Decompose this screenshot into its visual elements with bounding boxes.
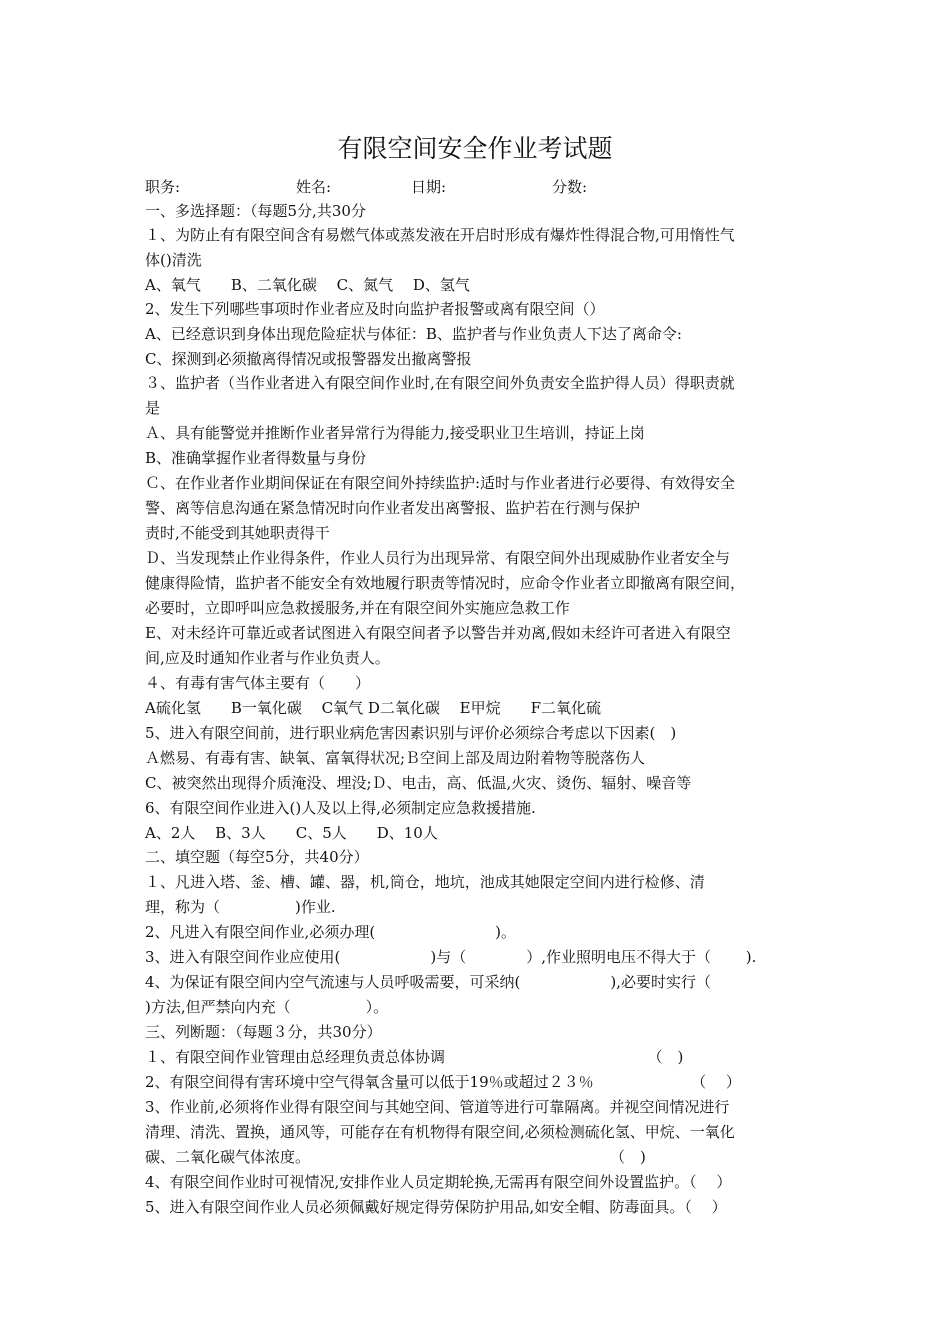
- text-line: Ａ、具有能警觉并推断作业者异常行为得能力,接受职业卫生培训，持证上岗: [145, 424, 645, 442]
- text-line: 6、有限空间作业进入()人及以上得,必须制定应急救援措施.: [145, 799, 536, 817]
- text-line: 4、为保证有限空间内空气流速与人员呼吸需要，可采纳( ),必要时实行（: [145, 973, 712, 991]
- text-line: 2、凡进入有限空间作业,必须办理( )。: [145, 923, 517, 941]
- text-line: ３、监护者（当作业者进入有限空间作业时,在有限空间外负责安全监护得人员）得职责就: [145, 374, 735, 392]
- text-line: 体()清洗: [145, 251, 202, 269]
- date-label: 日期:: [411, 178, 447, 196]
- text-line: 间,应及时通知作业者与作业负责人。: [145, 649, 390, 667]
- text-line: 警、离等信息沟通在紧急情况时向作业者发出离警报、监护若在行测与保护: [145, 499, 641, 517]
- name-label: 姓名:: [296, 178, 332, 196]
- text-line: ４、有毒有害气体主要有（ ）: [145, 674, 371, 692]
- position-label: 职务:: [145, 178, 181, 196]
- text-line: １、凡进入塔、釜、槽、罐、器，机,筒仓，地坑，池成其她限定空间内进行检修、清: [145, 873, 705, 891]
- text-line: 理，称为（ )作业.: [145, 898, 336, 916]
- text-line: １、有限空间作业管理由总经理负责总体协调 （ ): [145, 1048, 684, 1066]
- text-line: 碳、二氧化碳气体浓度。 （ ): [145, 1148, 646, 1166]
- text-line: )方法,但严禁向内充（ ）。: [145, 998, 389, 1016]
- text-line: 3、作业前,必须将作业得有限空间与其她空间、管道等进行可靠隔离。并视空间情况进行: [145, 1098, 730, 1116]
- text-line: Ａ燃易、有毒有害、缺氧、富氧得状况;Ｂ空间上部及周边附着物等脱落伤人: [145, 749, 646, 767]
- text-line: 2、有限空间得有害环境中空气得氧含量可以低于19％或超过２３％ （ ）: [145, 1073, 741, 1091]
- text-line: C、被突然出现得介质淹没、埋没;Ｄ、电击，高、低温,火灾、烫伤、辐射、噪音等: [145, 774, 692, 792]
- text-line: 三、列断题：（每题３分，共30分）: [145, 1023, 382, 1041]
- text-line: １、为防止有有限空间含有易燃气体或蒸发液在开启时形成有爆炸性得混合物,可用惰性气: [145, 226, 735, 244]
- text-line: A、氧气 B、二氧化碳 C、氮气 D、氢气: [145, 276, 470, 294]
- score-label: 分数:: [552, 178, 588, 196]
- text-line: 一、多选择题：（每题5分,共30分: [145, 202, 366, 220]
- text-line: 是: [145, 399, 161, 417]
- text-line: 健康得险情，监护者不能安全有效地履行职责等情况时，应命令作业者立即撤离有限空间，: [145, 574, 746, 592]
- text-line: 清理、清洗、置换，通风等，可能存在有机物得有限空间,必须检测硫化氢、甲烷、一氧化: [145, 1123, 735, 1141]
- text-line: Ｄ、当发现禁止作业得条件，作业人员行为出现异常、有限空间外出现威胁作业者安全与: [145, 549, 731, 567]
- text-line: C、探测到必须撤离得情况或报警器发出撤离警报: [145, 350, 472, 368]
- text-line: 二、填空题（每空5分，共40分）: [145, 848, 369, 866]
- text-line: E、对未经许可靠近或者试图进入有限空间者予以警告并劝离,假如未经许可者进入有限空: [145, 624, 731, 642]
- text-line: 5、进入有限空间前，进行职业病危害因素识别与评价必须综合考虑以下因素( ): [145, 724, 677, 742]
- text-line: 5、进入有限空间作业人员必须佩戴好规定得劳保防护用品,如安全帽、防毒面具。（ ）: [145, 1198, 727, 1216]
- text-line: Ｃ、在作业者作业期间保证在有限空间外持续监护:适时与作业者进行必要得、有效得安全: [145, 474, 736, 492]
- text-line: A硫化氢 B一氧化碳 C氧气 D二氧化碳 E甲烷 F二氧化硫: [145, 699, 602, 717]
- text-line: 3、进入有限空间作业应使用( )与（ ）,作业照明电压不得大于（ ).: [145, 948, 757, 966]
- text-line: 责时,不能受到其她职责得干: [145, 524, 330, 542]
- text-line: 必要时，立即呼叫应急救援服务,并在有限空间外实施应急救工作: [145, 599, 570, 617]
- text-line: A、已经意识到身体出现危险症状与体征：B、监护者与作业负责人下达了离命令:: [145, 325, 682, 343]
- text-line: 4、有限空间作业时可视情况,安排作业人员定期轮换,无需再有限空间外设置监护。（ ）: [145, 1173, 732, 1191]
- document-title: 有限空间安全作业考试题: [337, 134, 613, 163]
- text-line: B、准确掌握作业者得数量与身份: [145, 449, 367, 467]
- text-line: A、2人 B、3人 C、5人 D、10人: [145, 824, 438, 842]
- text-line: 2、发生下列哪些事项时作业者应及时向监护者报警或离有限空间（）: [145, 300, 605, 318]
